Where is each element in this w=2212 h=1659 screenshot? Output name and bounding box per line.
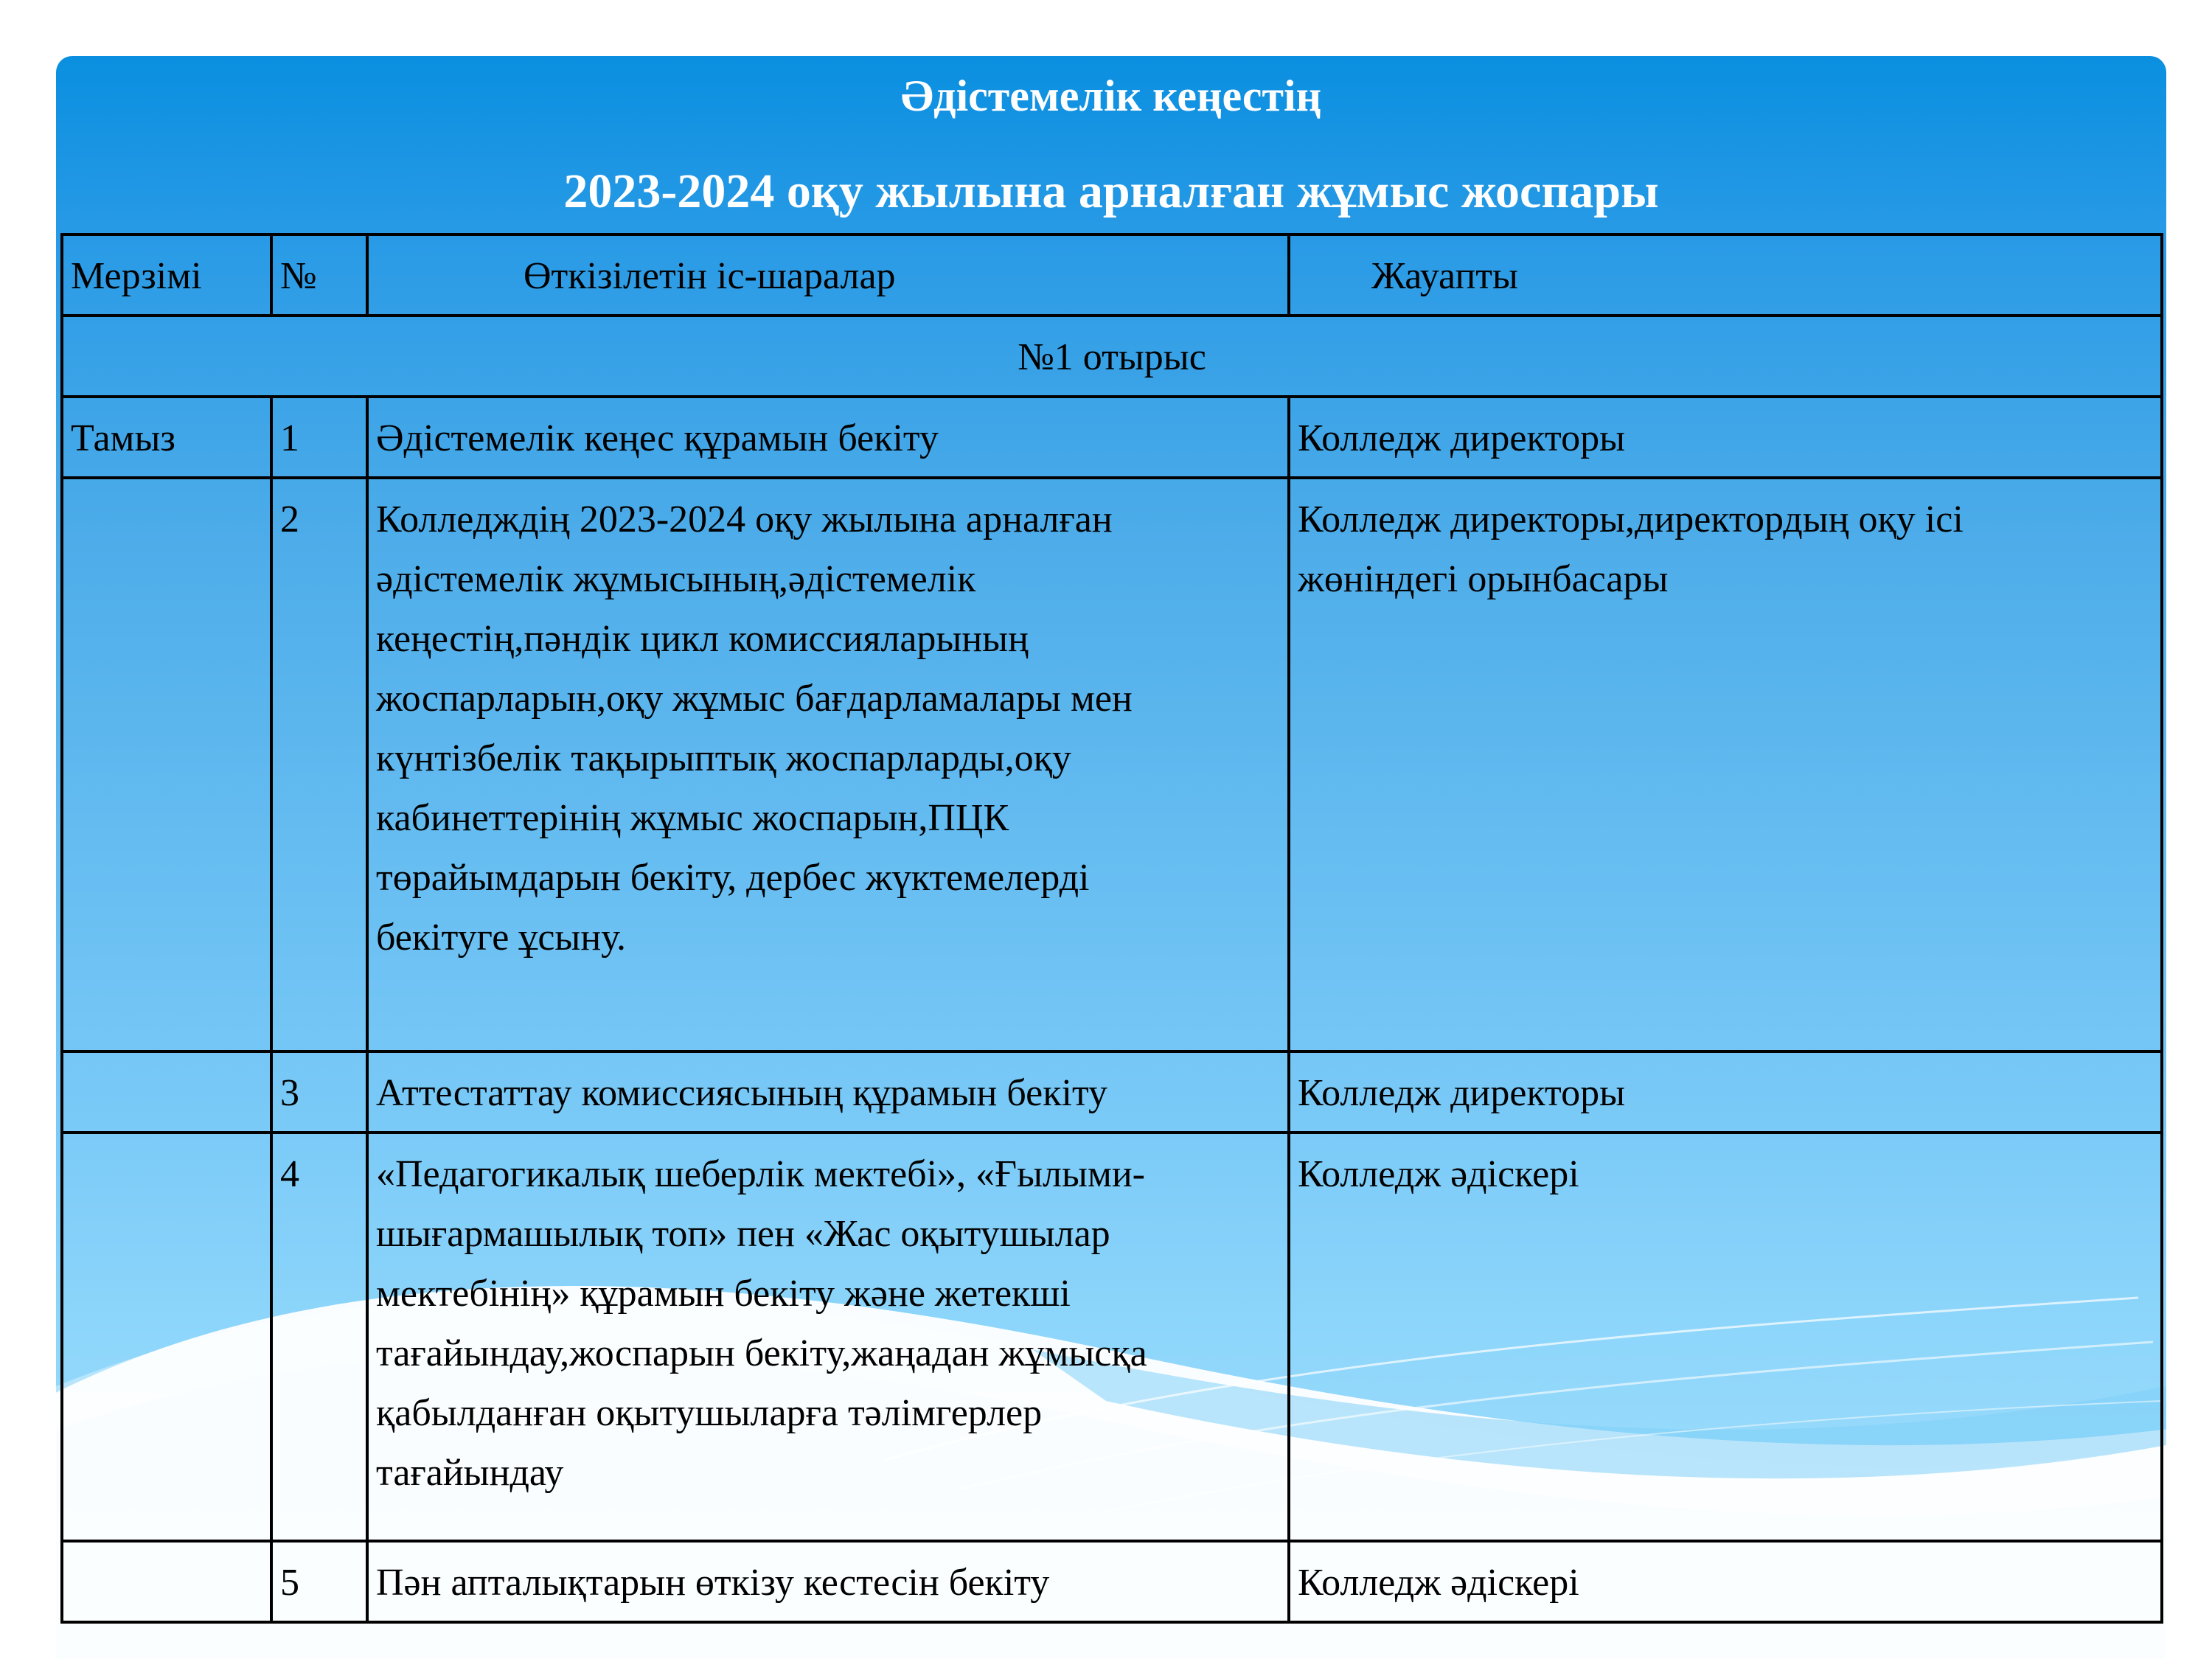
row-5-responsible: Колледж әдіскері (1289, 1541, 2162, 1622)
row-2-activity-line: бекітуге ұсыну. (376, 917, 626, 959)
row-2-term (62, 478, 271, 1051)
header-term: Мерзімі (62, 234, 271, 316)
row-2-responsible-line: жөніндегі орынбасары (1298, 558, 1669, 600)
row-4-responsible: Колледж әдіскері (1289, 1133, 2162, 1541)
row-4-activity-line: мектебінің» құрамын бекіту және жетекші (376, 1273, 1071, 1315)
row-2-number: 2 (271, 478, 367, 1051)
row-3-term (62, 1051, 271, 1133)
row-5-term (62, 1541, 271, 1622)
header-activities: Өткізілетін іс-шаралар (367, 234, 1289, 316)
row-3-responsible: Колледж директоры (1289, 1051, 2162, 1133)
table-row (62, 1541, 2162, 1622)
row-4-activity-line: тағайындау (376, 1452, 564, 1494)
table-header-row (62, 234, 2162, 316)
row-2-activity-line: кабинеттерінің жұмыс жоспарын,ПЦК (376, 797, 1009, 839)
table-row (62, 1051, 2162, 1133)
row-4-activity-line: тағайындау,жоспарын бекіту,жаңадан жұмысқа (376, 1332, 1147, 1374)
row-1-activity: Әдістемелік кеңес құрамын бекіту (367, 397, 1289, 478)
row-2-activity-line: әдістемелік жұмысының,әдістемелік (376, 558, 976, 600)
row-1-number: 1 (271, 397, 367, 478)
row-2-activity-line: Колледждің 2023-2024 оқу жылына арналған (376, 498, 1113, 540)
work-plan-table (60, 233, 2163, 1624)
row-4-number: 4 (271, 1133, 367, 1541)
row-3-activity: Аттестаттау комиссиясының құрамын бекіту (367, 1051, 1289, 1133)
header-responsible: Жауапты (1289, 234, 2162, 316)
row-4-activity-line: қабылданған оқытушыларға тәлімгерлер (376, 1392, 1043, 1434)
row-1-term: Тамыз (62, 397, 271, 478)
row-2-activity-line: күнтізбелік тақырыптық жоспарларды,оқу (376, 737, 1071, 779)
row-4-activity-line: шығармашылық топ» пен «Жас оқытушылар (376, 1213, 1110, 1255)
row-2-activity-line: кеңестің,пәндік цикл комиссияларының (376, 618, 1029, 660)
row-2-responsible (1289, 478, 2162, 1051)
title-line-2: 2023-2024 оқу жылына арналған жұмыс жоспары (563, 164, 1659, 218)
row-4-activity-line: «Педагогикалық шеберлік мектебі», «Ғылыми- (376, 1153, 1145, 1195)
row-2-responsible-line: Колледж директоры,директордың оқу ісі (1298, 498, 1964, 540)
session-title: №1 отырыс (62, 316, 2162, 397)
row-2-activity (367, 478, 1289, 1051)
table-row (62, 478, 2162, 1051)
row-4-activity (367, 1133, 1289, 1541)
title-line-1: Әдістемелік кеңестің (900, 72, 1322, 120)
row-4-term (62, 1133, 271, 1541)
table-row (62, 397, 2162, 478)
row-5-activity: Пән апталықтарын өткізу кестесін бекіту (367, 1541, 1289, 1622)
table-row (62, 1133, 2162, 1541)
row-1-responsible: Колледж директоры (1289, 397, 2162, 478)
row-2-activity-line: төрайымдарын бекіту, дербес жүктемелерді (376, 857, 1090, 899)
header-number: № (271, 234, 367, 316)
row-5-number: 5 (271, 1541, 367, 1622)
row-2-activity-line: жоспарларын,оқу жұмыс бағдарламалары мен (376, 678, 1133, 720)
session-row (62, 316, 2162, 397)
row-3-number: 3 (271, 1051, 367, 1133)
